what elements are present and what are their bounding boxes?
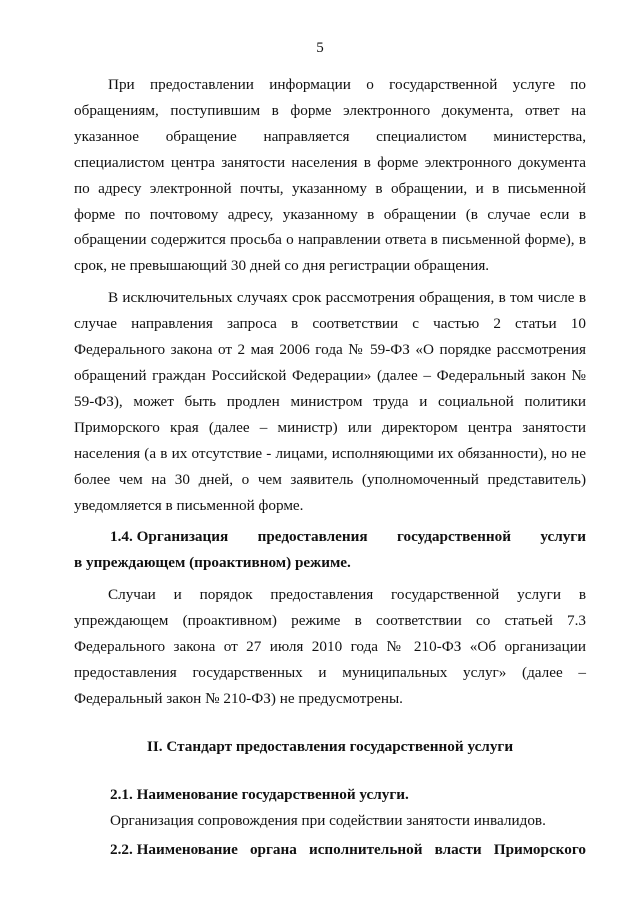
paragraph-proactive-mode: Случаи и порядок предоставления государственной услуги в упреждающем (проактивном) режиме в соответствии со статьей 7.3 Федерального закона от 27 июля 2010 года № 210-ФЗ «Об организации предоставления государственных и муниципальных услуг» (далее – Федеральный закон № 210-ФЗ) не предусмотрены. (74, 586, 586, 707)
heading-1-4-line2: в упреждающем (проактивном) режиме. (74, 554, 351, 572)
heading-1-4-line1 (74, 524, 586, 550)
page-number: 5 (316, 40, 324, 56)
heading-1-4-word: услуги (540, 528, 586, 546)
paragraph-extension-period: В исключительных случаях срок рассмотрения обращения, в том числе в случае направления запроса в соответствии с частью 2 статьи 10 Федерального закона от 2 мая 2006 года № 59-ФЗ «О порядке рассмотрения обращений граждан Российской Федерации» (далее – Федеральный закон № 59-ФЗ), может быть продлен министром труда и социальной политики Приморского края (далее – министр) или директором центра занятости населения (а в их отсутствие - лицами, исполняющими их обязанности), но не более чем на 30 дней, о чем заявитель (уполномоченный представитель) уведомляется в письменной форме. (74, 289, 586, 514)
heading-2-2-word: 2.2. Наименование (110, 841, 238, 859)
paragraph-electronic-response: При предоставлении информации о государственной услуге по обращениям, поступившим в форме электронного документа, ответ на указанное обращение направляется специалистом министерства, специалистом центра занятости населения в форме электронного документа по адресу электронной почты, указанному в обращении, и в письменной форме по почтовому адресу, указанному в обращении (в случае если в обращении содержится просьба о направлении ответа в письменной форме), в срок, не превышающий 30 дней со дня регистрации обращения. (74, 76, 586, 275)
heading-2-2-word: исполнительной (308, 841, 423, 859)
heading-1-4 (74, 524, 586, 576)
heading-2-1: 2.1. Наименование государственной услуги. (110, 785, 409, 803)
heading-2-2-word: органа (249, 841, 297, 859)
heading-1-4-word: 1.4. Организация (110, 528, 229, 546)
heading-2-2-word: Приморского (493, 841, 586, 859)
heading-2-2-word: власти (434, 841, 482, 859)
heading-1-4-word: предоставления (257, 528, 368, 546)
heading-1-4-word: государственной (396, 528, 511, 546)
paragraph-service-name: Организация сопровождения при содействии занятости инвалидов. (110, 811, 546, 829)
document-body (74, 72, 586, 863)
section-2-title: II. Стандарт предоставления государственной услуги (146, 737, 514, 755)
heading-2-2 (74, 837, 586, 863)
